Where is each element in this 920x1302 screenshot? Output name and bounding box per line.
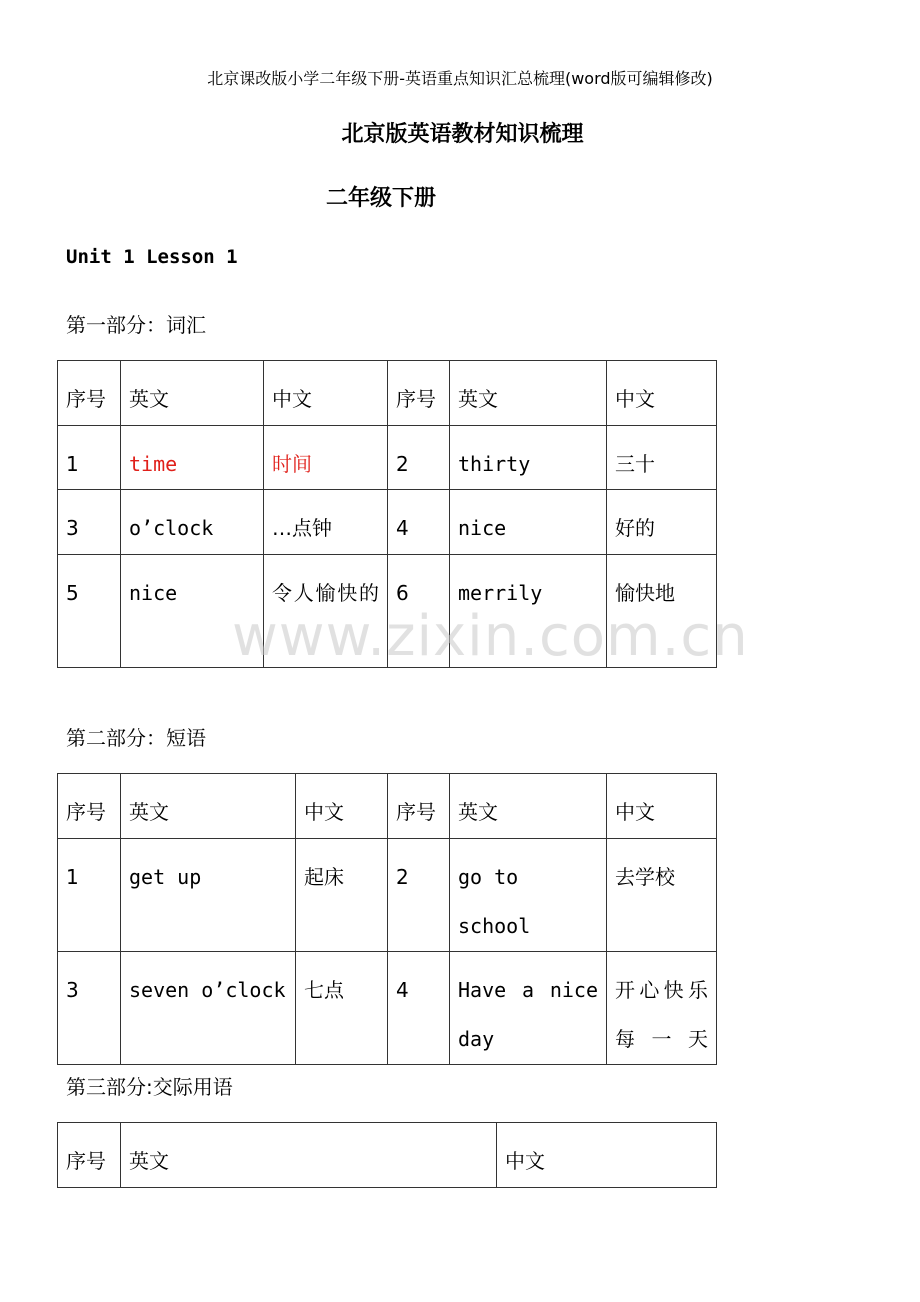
english-cell: Have a nice day	[450, 952, 607, 1065]
english-cell: go to school	[450, 839, 607, 952]
document-header: 北京课改版小学二年级下册-英语重点知识汇总梳理(word版可编辑修改)	[207, 69, 713, 88]
english-cell: time	[121, 426, 264, 490]
header-cell: 序号	[388, 774, 450, 839]
english-cell: nice	[450, 490, 607, 555]
chinese-cell: 愉快地	[607, 555, 717, 668]
header-cell: 英文	[450, 361, 607, 426]
unit-heading: Unit 1 Lesson 1	[66, 246, 238, 268]
header-cell: 中文	[497, 1123, 717, 1188]
header-cell: 英文	[121, 774, 296, 839]
document-subtitle: 二年级下册	[326, 186, 437, 211]
table-row	[58, 839, 717, 952]
header-cell: 序号	[58, 361, 121, 426]
header-cell: 英文	[121, 361, 264, 426]
table-header-row	[58, 1123, 717, 1188]
chinese-cell: 开心快乐每一天	[607, 952, 717, 1065]
header-cell: 序号	[388, 361, 450, 426]
chinese-cell: 令人愉快的	[264, 555, 388, 668]
chinese-cell: 时间	[264, 426, 388, 490]
header-cell: 英文	[450, 774, 607, 839]
table-header-row	[58, 774, 717, 839]
table-row	[58, 490, 717, 555]
phrase-table	[57, 773, 717, 1065]
index-cell: 4	[388, 490, 450, 555]
english-cell: merrily	[450, 555, 607, 668]
index-cell: 3	[58, 490, 121, 555]
index-cell: 5	[58, 555, 121, 668]
index-cell: 2	[388, 426, 450, 490]
chinese-cell: …点钟	[264, 490, 388, 555]
chinese-cell: 三十	[607, 426, 717, 490]
section-phrases-heading: 第二部分：短语	[66, 726, 206, 750]
table-row	[58, 426, 717, 490]
header-cell: 中文	[264, 361, 388, 426]
chinese-cell: 好的	[607, 490, 717, 555]
header-cell: 中文	[607, 774, 717, 839]
english-cell: thirty	[450, 426, 607, 490]
english-cell: seven o’clock	[121, 952, 296, 1065]
header-cell: 序号	[58, 1123, 121, 1188]
table-header-row	[58, 361, 717, 426]
chinese-cell: 起床	[296, 839, 388, 952]
header-cell: 中文	[296, 774, 388, 839]
english-cell: nice	[121, 555, 264, 668]
dialogue-table	[57, 1122, 717, 1188]
index-cell: 2	[388, 839, 450, 952]
document-title: 北京版英语教材知识梳理	[341, 122, 584, 147]
header-cell: 中文	[607, 361, 717, 426]
header-cell: 序号	[58, 774, 121, 839]
watermark: www.zixin.com.cn	[232, 604, 749, 669]
index-cell: 4	[388, 952, 450, 1065]
chinese-cell: 去学校	[607, 839, 717, 952]
index-cell: 6	[388, 555, 450, 668]
header-cell: 英文	[121, 1123, 497, 1188]
vocab-table	[57, 360, 717, 668]
table-row	[58, 555, 717, 668]
section-vocab-heading: 第一部分：词汇	[66, 313, 206, 337]
chinese-cell: 七点	[296, 952, 388, 1065]
section-dialogue-heading: 第三部分:交际用语	[66, 1075, 233, 1099]
table-row	[58, 952, 717, 1065]
english-cell: o’clock	[121, 490, 264, 555]
index-cell: 3	[58, 952, 121, 1065]
index-cell: 1	[58, 839, 121, 952]
english-cell: get up	[121, 839, 296, 952]
index-cell: 1	[58, 426, 121, 490]
